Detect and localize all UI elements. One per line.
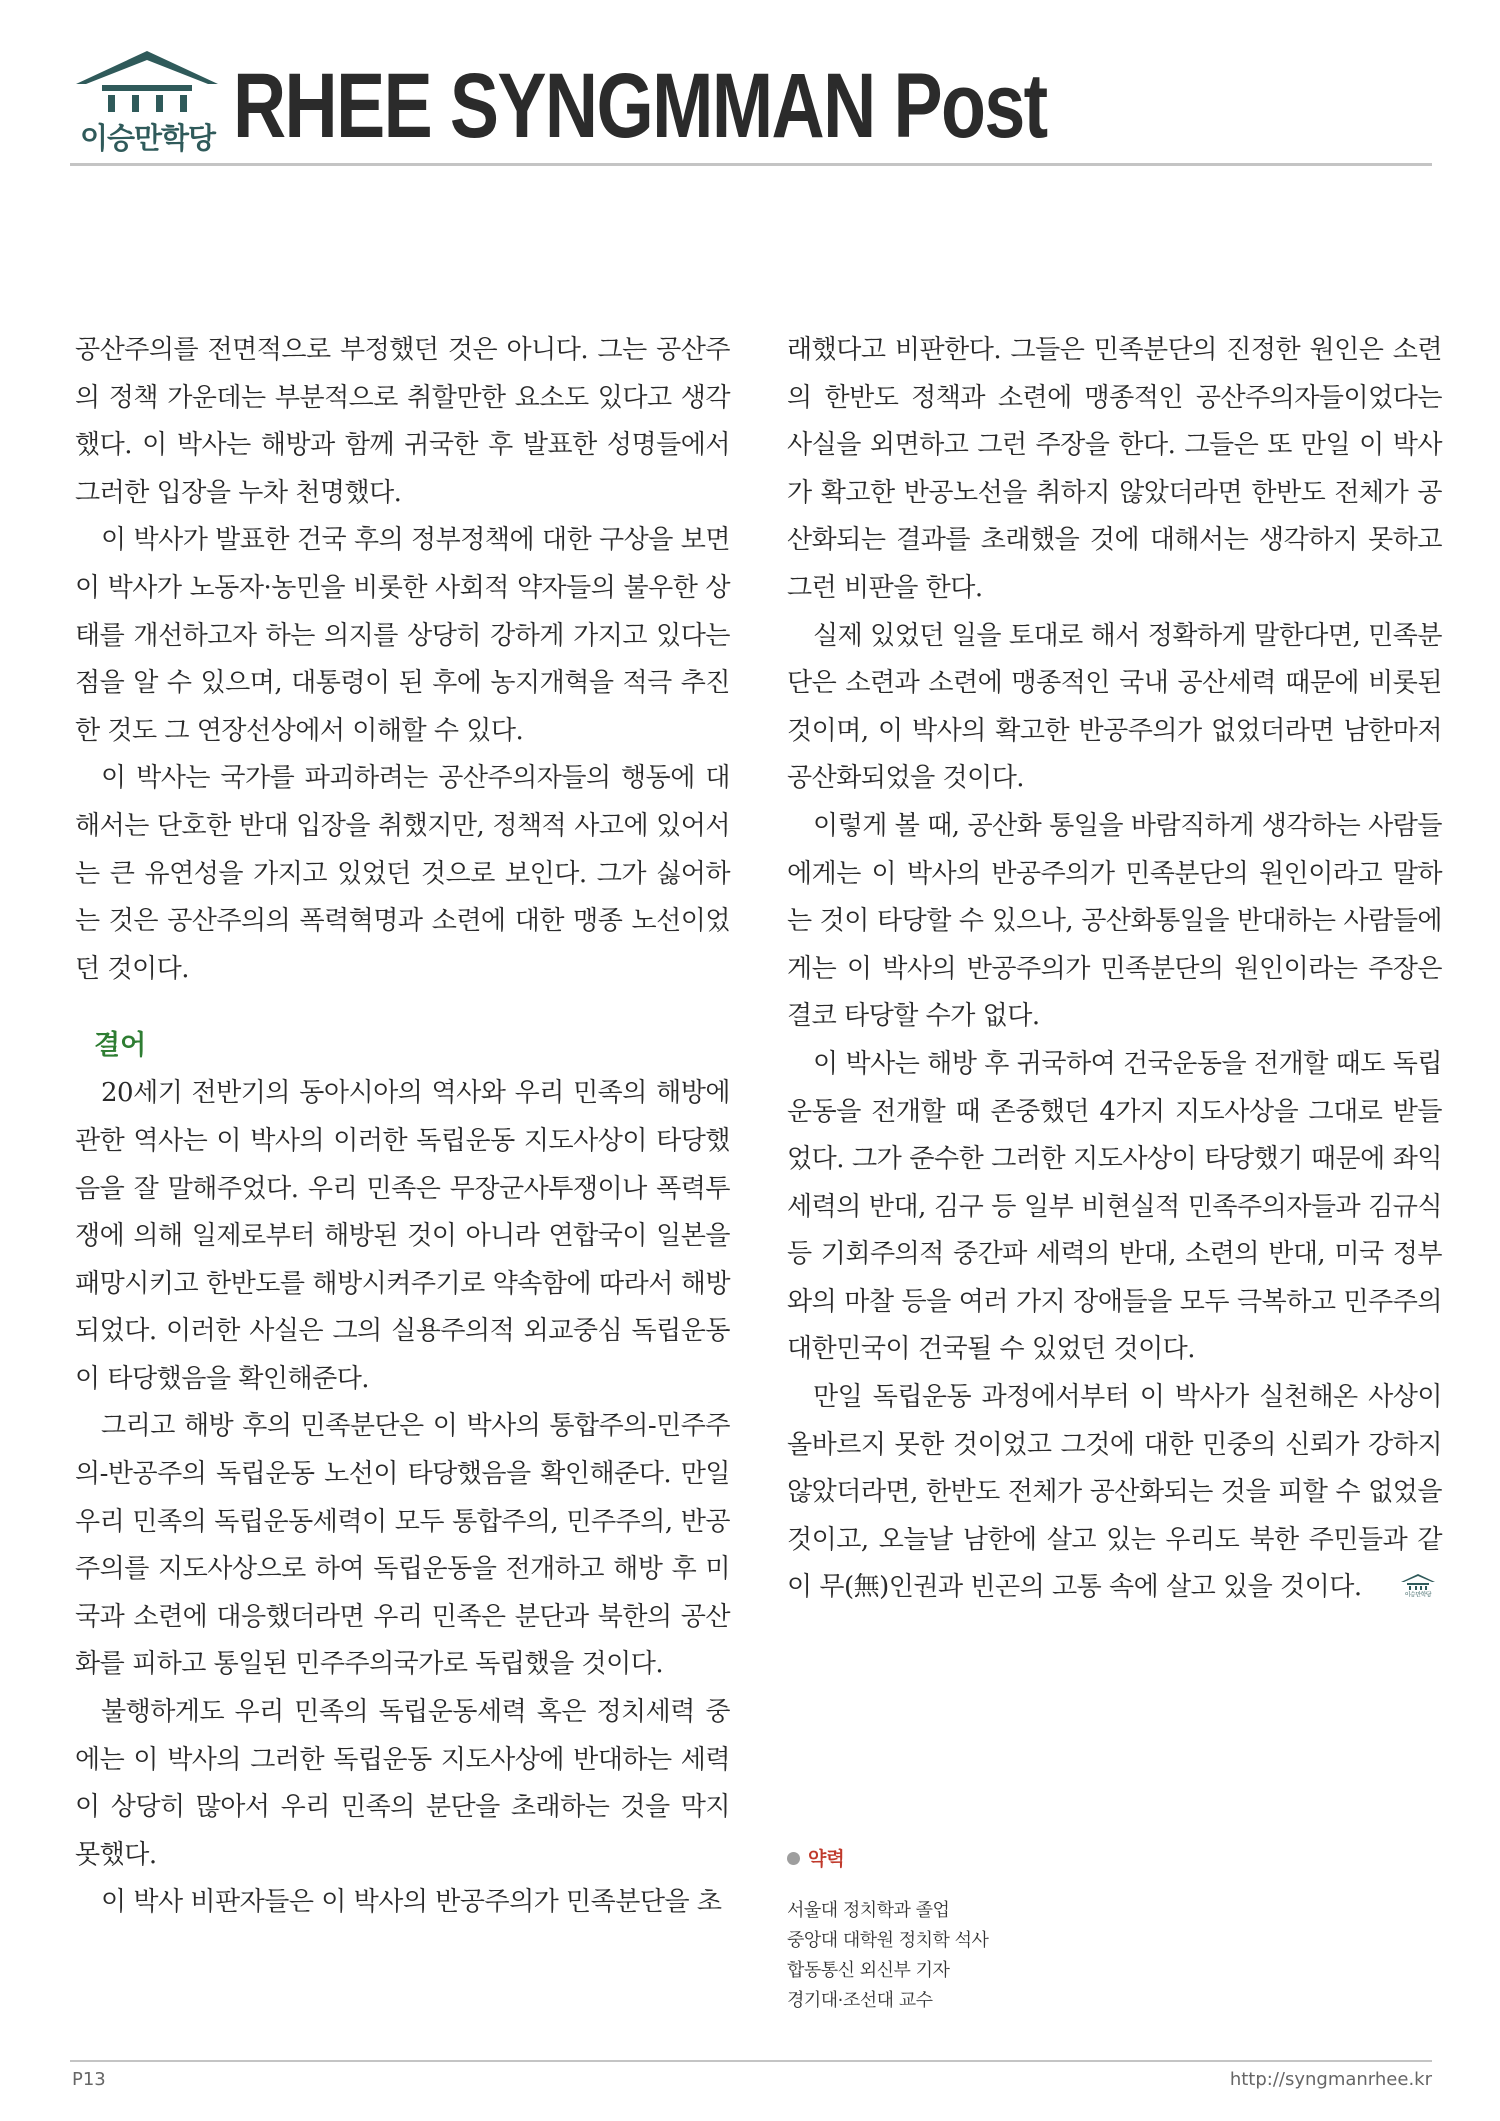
rhee-syngman-school-logo bbox=[70, 48, 225, 160]
paragraph: 20세기 전반기의 동아시아의 역사와 우리 민족의 해방에 관한 역사는 이 박사의 이러한 독립운동 지도사상이 타당했음을 잘 말해주었다. 우리 민족은 무장군사투쟁이나 폭력투쟁에 의해 일제로부터 해방된 것이 아니라 연합국이 일본을 패망시키고 한반도를 해방시켜주기로 약속함에 따라서 해방되었다. 이러한 사실은 그의 실용주의적 외교중심 독립운동이 타당했음을 확인해준다. bbox=[75, 1078, 730, 1394]
paragraph: 이렇게 볼 때, 공산화 통일을 바람직하게 생각하는 사람들에게는 이 박사의 반공주의가 민족분단의 원인이라고 말하는 것이 타당할 수 있으나, 공산화통일을 반대하는 사람들에게는 이 박사의 반공주의가 민족분단의 원인이라는 주장은 결코 타당할 수가 없다. bbox=[787, 810, 1442, 1032]
publication-title: RHEE SYNGMMAN Post bbox=[233, 55, 1047, 157]
paragraph: 불행하게도 우리 민족의 독립운동세력 혹은 정치세력 중에는 이 박사의 그러한 독립운동 지도사상에 반대하는 세력이 상당히 많아서 우리 민족의 분단을 초래하는 것을 막지 못했다. bbox=[75, 1697, 730, 1870]
header-divider bbox=[70, 163, 1432, 166]
svg-text:이승만학당: 이승만학당 bbox=[1404, 1591, 1431, 1598]
paragraph: 이 박사 비판자들은 이 박사의 반공주의가 민족분단을 초 bbox=[101, 1887, 722, 1918]
end-mark-logo-icon bbox=[1372, 1566, 1438, 1614]
page-number: P13 bbox=[72, 2069, 106, 2090]
website-url: http://syngmanrhee.kr bbox=[1229, 2069, 1432, 2090]
logo-text: 이승만학당 bbox=[79, 121, 216, 155]
paragraph: 실제 있었던 일을 토대로 해서 정확하게 말한다면, 민족분단은 소련과 소련에 맹종적인 국내 공산세력 때문에 비롯된 것이며, 이 박사의 확고한 반공주의가 없었더라면 남한마저 공산화되었을 것이다. bbox=[787, 620, 1442, 794]
left-column bbox=[75, 327, 730, 1927]
paragraph: 이 박사는 국가를 파괴하려는 공산주의자들의 행동에 대해서는 단호한 반대 입장을 취했지만, 정책적 사고에 있어서는 큰 유연성을 가지고 있었던 것으로 보인다. 그가 싫어하는 것은 공산주의의 폭력혁명과 소련에 대한 맹종 노선이었던 것이다. bbox=[75, 763, 730, 984]
bullet-icon bbox=[787, 1852, 800, 1865]
paragraph: 래했다고 비판한다. 그들은 민족분단의 진정한 원인은 소련의 한반도 정책과 소련에 맹종적인 공산주의자들이었다는 사실을 외면하고 그런 주장을 한다. 그들은 또 만일 이 박사가 확고한 반공노선을 취하지 않았더라면 한반도 전체가 공산화되는 결과를 초래했을 것에 대해서는 생각하지 못하고 그런 비판을 한다. bbox=[787, 335, 1442, 603]
author-bio bbox=[787, 1844, 988, 2016]
right-column bbox=[787, 327, 1442, 1614]
paragraph: 이 박사가 발표한 건국 후의 정부정책에 대한 구상을 보면 이 박사가 노동자·농민을 비롯한 사회적 약자들의 불우한 상태를 개선하고자 하는 의지를 상당히 강하게 가지고 있다는 점을 알 수 있으며, 대통령이 된 후에 농지개혁을 적극 추진한 것도 그 연장선상에서 이해할 수 있다. bbox=[75, 525, 730, 746]
house-roof-icon bbox=[70, 48, 225, 118]
section-heading: 결어 bbox=[94, 1030, 147, 1062]
bio-line: 중앙대 대학원 정치학 석사 bbox=[787, 1930, 989, 1951]
paragraph: 공산주의를 전면적으로 부정했던 것은 아니다. 그는 공산주의 정책 가운데는 부분적으로 취할만한 요소도 있다고 생각했다. 이 박사는 해방과 함께 귀국한 후 발표한 성명들에서 그러한 입장을 누차 천명했다. bbox=[75, 335, 730, 508]
bio-heading: 약력 bbox=[787, 1844, 988, 1871]
footer-divider bbox=[70, 2060, 1432, 2062]
bio-line: 서울대 정치학과 졸업 bbox=[787, 1900, 950, 1921]
bio-line: 경기대·조선대 교수 bbox=[787, 1990, 933, 2011]
bio-line: 합동통신 외신부 기자 bbox=[787, 1960, 950, 1981]
paragraph: 이 박사는 해방 후 귀국하여 건국운동을 전개할 때도 독립운동을 전개할 때 존중했던 4가지 지도사상을 그대로 받들었다. 그가 준수한 그러한 지도사상이 타당했기 때문에 좌익세력의 반대, 김구 등 일부 비현실적 민족주의자들과 김규식 등 기회주의적 중간파 세력의 반대, 소련의 반대, 미국 정부와의 마찰 등을 여러 가지 장애들을 모두 극복하고 민주주의 대한민국이 건국될 수 있었던 것이다. bbox=[787, 1048, 1442, 1365]
paragraph: 그리고 해방 후의 민족분단은 이 박사의 통합주의-민주주의-반공주의 독립운동 노선이 타당했음을 확인해준다. 만일 우리 민족의 독립운동세력이 모두 통합주의, 민주주의, 반공주의를 지도사상으로 하여 독립운동을 전개하고 해방 후 미국과 소련에 대응했더라면 우리 민족은 분단과 북한의 공산화를 피하고 통일된 민주주의국가로 독립했을 것이다. bbox=[75, 1411, 730, 1680]
page-header bbox=[70, 48, 1432, 166]
paragraph: 만일 독립운동 과정에서부터 이 박사가 실천해온 사상이 올바르지 못한 것이었고 그것에 대한 민중의 신뢰가 강하지 않았더라면, 한반도 전체가 공산화되는 것을 피할 수 없었을 것이고, 오늘날 남한에 살고 있는 우리도 북한 주민들과 같이 무(無)인권과 빈곤의 고통 속에 살고 있을 것이다. 이승만학당 bbox=[787, 1374, 1442, 1614]
